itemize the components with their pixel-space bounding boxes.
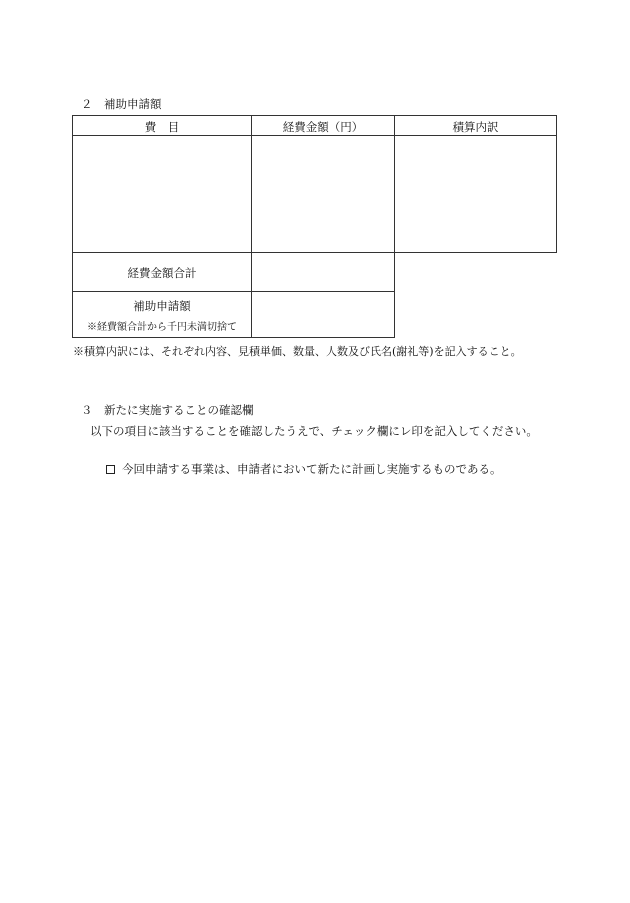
- table-border-bottom: [72, 337, 395, 338]
- section-3-title: ３ 新たに実施することの確認欄: [81, 403, 254, 417]
- table-footnote: ※積算内訳には、それぞれ内容、見積単価、数量、人数及び氏名(謝礼等)を記入すること。: [73, 345, 522, 358]
- header-amount: 経費金額（円）: [282, 120, 364, 134]
- cell-breakdown-input[interactable]: [395, 136, 556, 252]
- header-breakdown: 積算内訳: [452, 120, 499, 134]
- section-3-instruction: 以下の項目に該当することを確認したうえで、チェック欄にレ印を記入してください。: [90, 424, 538, 438]
- subsidy-value-input[interactable]: [252, 292, 394, 337]
- cell-amount-input[interactable]: [252, 136, 394, 252]
- cell-item-input[interactable]: [73, 136, 251, 252]
- header-item: 費 目: [144, 120, 180, 134]
- subsidy-note: ※経費額合計から千円未満切捨て: [87, 322, 237, 333]
- table-border-top: [72, 115, 557, 116]
- total-label: 経費金額合計: [127, 266, 197, 280]
- confirmation-checkbox-label: 今回申請する事業は、申請者において新たに計画し実施するものである。: [122, 462, 502, 476]
- confirmation-checkbox[interactable]: [106, 465, 115, 474]
- total-value-input[interactable]: [252, 253, 394, 291]
- section-2-title: ２ 補助申請額: [81, 97, 162, 111]
- table-border-right: [556, 115, 557, 253]
- subsidy-label: 補助申請額: [133, 299, 191, 313]
